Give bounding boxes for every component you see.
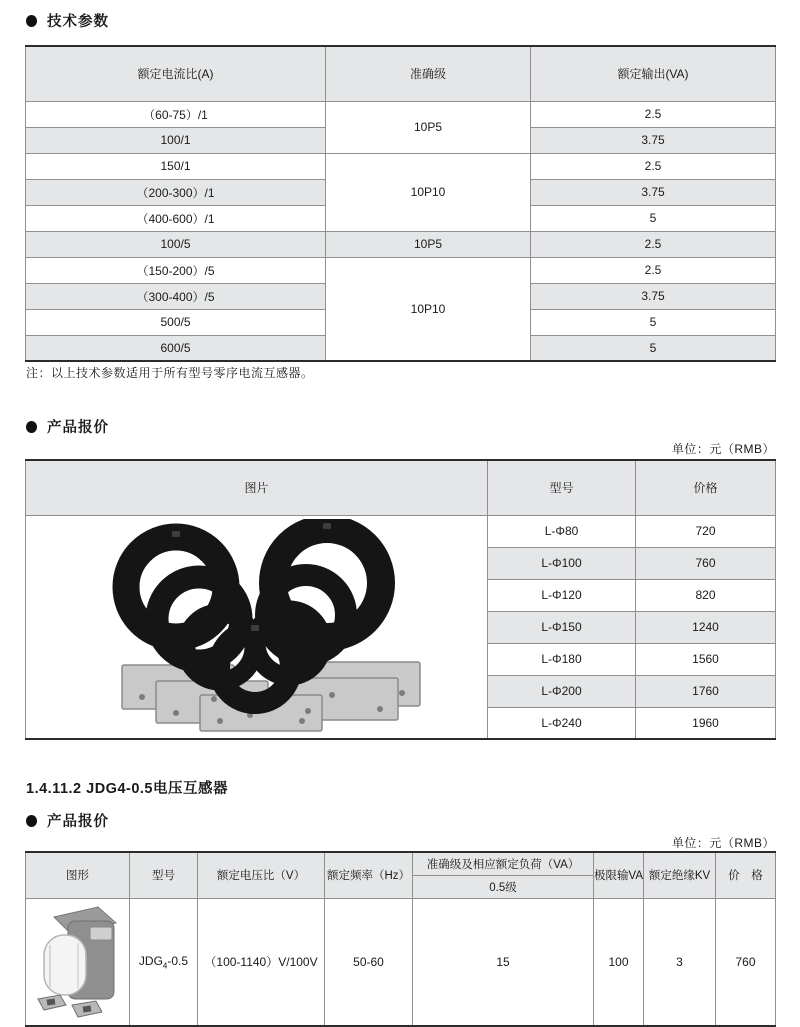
table-row — [26, 101, 776, 127]
subsection-heading: 1.4.11.2 JDG4-0.5电压互感器 — [26, 781, 228, 797]
col-header-output: 额定输出(VA) — [531, 46, 776, 101]
price-cell: 1240 — [636, 611, 776, 643]
col-subheader-class-05: 0.5级 — [413, 875, 594, 898]
col-header-voltage-ratio: 额定电压比（V） — [198, 852, 325, 898]
accuracy-cell: 10P5 — [326, 101, 531, 153]
model-cell: L-Φ240 — [488, 707, 636, 739]
section-title-text: 技术参数 — [47, 14, 109, 30]
price-cell: 820 — [636, 579, 776, 611]
model-cell: L-Φ100 — [488, 547, 636, 579]
price-cell: 720 — [636, 515, 776, 547]
col-header-figure: 图形 — [26, 852, 130, 898]
table-header-row — [26, 460, 776, 515]
output-cell: 5 — [531, 205, 776, 231]
col-header-price: 价格 — [636, 460, 776, 515]
output-cell: 3.75 — [531, 127, 776, 153]
tech-params-table — [25, 45, 776, 362]
section-title-text: 产品报价 — [47, 814, 109, 830]
ratio-cell: 500/5 — [26, 309, 326, 335]
frequency-cell: 50-60 — [325, 898, 413, 1026]
section-title-text: 产品报价 — [47, 420, 109, 436]
section-title-product-quote — [26, 416, 109, 437]
output-cell: 2.5 — [531, 153, 776, 179]
col-header-accuracy-load: 准确级及相应额定负荷（VA） — [413, 852, 594, 875]
output-cell: 5 — [531, 309, 776, 335]
output-cell: 3.75 — [531, 283, 776, 309]
model-cell — [130, 898, 198, 1026]
ratio-cell: 150/1 — [26, 153, 326, 179]
section-bullet-icon — [26, 421, 37, 433]
table-row — [26, 257, 776, 283]
model-cell: L-Φ200 — [488, 675, 636, 707]
ratio-cell: 100/5 — [26, 231, 326, 257]
price-cell: 1960 — [636, 707, 776, 739]
unit-label: 单位：元（RMB） — [671, 836, 775, 850]
ratio-cell: （200-300）/1 — [26, 179, 326, 205]
ratio-cell: （60-75）/1 — [26, 101, 326, 127]
output-cell: 5 — [531, 335, 776, 361]
output-cell: 2.5 — [531, 257, 776, 283]
model-cell: L-Φ150 — [488, 611, 636, 643]
section-title-tech-params — [26, 10, 109, 31]
product-price-table — [25, 459, 776, 740]
col-header-insulation: 额定绝缘KV — [644, 852, 716, 898]
price-cell: 1760 — [636, 675, 776, 707]
output-cell: 3.75 — [531, 179, 776, 205]
col-header-model: 型号 — [488, 460, 636, 515]
col-header-price: 价 格 — [716, 852, 776, 898]
model-cell: L-Φ80 — [488, 515, 636, 547]
section-bullet-icon — [26, 15, 37, 27]
col-header-model: 型号 — [130, 852, 198, 898]
accuracy-cell: 10P5 — [326, 231, 531, 257]
voltage-ratio-cell: （100-1140）V/100V — [198, 898, 325, 1026]
ratio-cell: （300-400）/5 — [26, 283, 326, 309]
price-cell: 760 — [716, 898, 776, 1026]
ratio-cell: 100/1 — [26, 127, 326, 153]
ratio-cell: 600/5 — [26, 335, 326, 361]
price-cell: 760 — [636, 547, 776, 579]
table-header-row — [26, 46, 776, 101]
ratio-cell: （150-200）/5 — [26, 257, 326, 283]
table-row — [26, 898, 776, 1026]
model-suffix: -0.5 — [167, 953, 189, 968]
jdg-photo-cell — [26, 898, 130, 1026]
model-cell: L-Φ180 — [488, 643, 636, 675]
output-cell: 2.5 — [531, 101, 776, 127]
accuracy-cell: 10P10 — [326, 257, 531, 361]
table-row — [26, 515, 776, 547]
table-row — [26, 231, 776, 257]
accuracy-cell: 10P10 — [326, 153, 531, 231]
jdg-price-table — [25, 851, 776, 1027]
col-header-ratio: 额定电流比(A) — [26, 46, 326, 101]
price-cell: 1560 — [636, 643, 776, 675]
model-prefix: JDG — [138, 953, 163, 968]
load-cell: 15 — [413, 898, 594, 1026]
jdg-transformer-photo — [32, 903, 124, 1021]
product-photo-cell — [26, 515, 488, 739]
table-header-row — [26, 852, 776, 875]
model-subscript: 4 — [162, 960, 168, 970]
output-cell: 2.5 — [531, 231, 776, 257]
col-header-frequency: 额定频率（Hz） — [325, 852, 413, 898]
zero-sequence-ct-photo — [84, 519, 429, 735]
col-header-limit-output: 极限输VA — [594, 852, 644, 898]
limit-output-cell: 100 — [594, 898, 644, 1026]
section-title-product-quote-2 — [26, 810, 109, 831]
tech-params-note: 注：以上技术参数适用于所有型号零序电流互感器。 — [26, 366, 314, 380]
table-row — [26, 153, 776, 179]
unit-label: 单位：元（RMB） — [671, 442, 775, 456]
col-header-accuracy: 准确级 — [326, 46, 531, 101]
model-cell: L-Φ120 — [488, 579, 636, 611]
ratio-cell: （400-600）/1 — [26, 205, 326, 231]
col-header-picture: 图片 — [26, 460, 488, 515]
insulation-cell: 3 — [644, 898, 716, 1026]
section-bullet-icon — [26, 815, 37, 827]
